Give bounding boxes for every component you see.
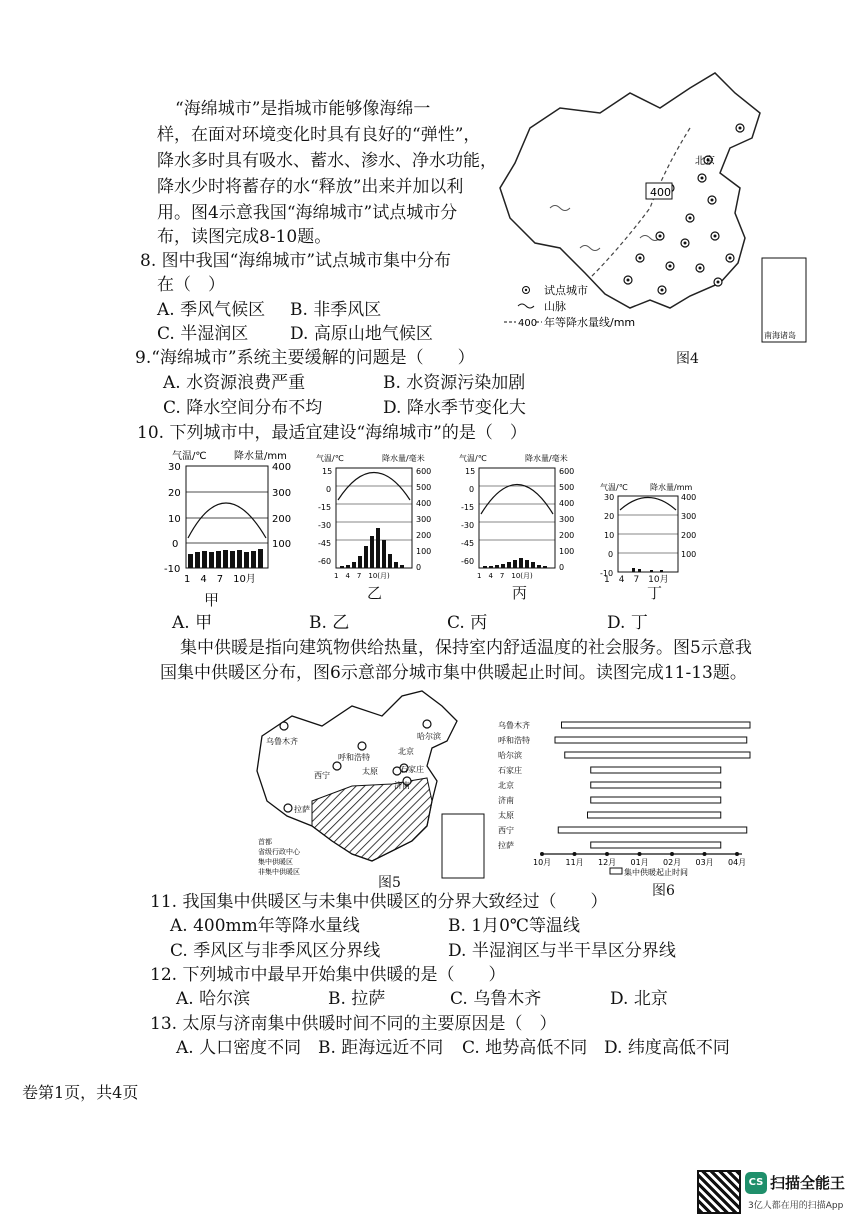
intro1-line3: 降水多时具有吸水、蓄水、渗水、净水功能， — [157, 151, 497, 171]
map5-city-lhasa: 拉萨 — [294, 805, 310, 814]
chart6-bar — [591, 842, 721, 848]
chart6-tick-mark — [540, 852, 544, 856]
ding-tick-l3: 0 — [608, 550, 614, 559]
chart6-month-label: 02月 — [663, 858, 682, 867]
chart6-city-label: 西宁 — [498, 826, 514, 835]
chart6-city-label: 乌鲁木齐 — [498, 721, 530, 730]
bing-tick-r5: 100 — [559, 547, 575, 556]
jia-precip-bars — [188, 549, 263, 568]
map5-inset — [442, 814, 484, 878]
jia-months: 1 4 7 10月 — [184, 574, 256, 585]
map5-city-harbin: 哈尔滨 — [417, 732, 441, 741]
bing-tick-r1: 500 — [559, 483, 575, 492]
ding-months: 1 4 7 10月 — [604, 575, 669, 585]
intro1-line2: 样，在面对环境变化时具有良好的“弹性”， — [157, 125, 481, 145]
map5-city-hohhot: 呼和浩特 — [338, 753, 370, 762]
ding-tick-r1: 300 — [681, 512, 697, 521]
chart6-city-label: 呼和浩特 — [498, 736, 530, 745]
chart6-month-label: 01月 — [630, 858, 649, 867]
map5-legend-capital: 首都 — [258, 838, 272, 846]
china-outline — [500, 73, 760, 308]
q8-stem-cont: 在（ ） — [157, 275, 225, 295]
bing-tick-l1: 0 — [469, 485, 475, 494]
climate-chart-ding — [598, 480, 708, 580]
q13-option-b: B. 距海远近不同 — [318, 1038, 444, 1058]
climate-chart-yi — [312, 450, 442, 580]
chart6-tick-mark — [703, 852, 707, 856]
yi-tick-l5: -60 — [318, 557, 332, 566]
yi-tick-r4: 200 — [416, 531, 432, 540]
map5-legend-heating: 集中供暖区 — [258, 858, 293, 866]
nanhai-inset — [762, 258, 806, 342]
yi-precip-label: 降水量/毫米 — [382, 454, 425, 463]
q12-stem: 12. 下列城市中最早开始集中供暖的是（ ） — [150, 965, 506, 985]
ding-tick-r3: 100 — [681, 550, 697, 559]
chart6-tick-mark — [735, 852, 739, 856]
chart6-tick-mark — [670, 852, 674, 856]
map4-legend-line-val: 400 — [518, 318, 538, 329]
map5-city-jinan: 济南 — [394, 781, 410, 790]
mountain-ranges — [550, 206, 660, 251]
q11-option-d: D. 半湿润区与半干旱区分界线 — [448, 941, 676, 961]
yi-months: 1 4 7 10(月) — [334, 572, 390, 580]
q12-option-d: D. 北京 — [610, 989, 668, 1009]
map5-city-shijiazhuang: 石家庄 — [400, 765, 424, 774]
yi-precip-bars — [340, 528, 404, 568]
intro1-line5: 用。图4示意我国“海绵城市”试点城市分 — [157, 203, 458, 223]
yi-tick-r2: 400 — [416, 499, 432, 508]
q11-option-c: C. 季风区与非季风区分界线 — [170, 941, 381, 961]
intro2-line1: 集中供暖是指向建筑物供给热量，保持室内舒适温度的社会服务。图5示意我 — [180, 638, 752, 658]
chart6-bar — [588, 812, 721, 818]
chart6-month-label: 10月 — [533, 858, 552, 867]
bing-precip-bars — [483, 558, 547, 568]
chart6-tick-mark — [573, 852, 577, 856]
chart6-legend-label: 集中供暖起止时间 — [624, 868, 688, 877]
qr-code — [697, 1170, 741, 1214]
chart6-city-label: 石家庄 — [498, 766, 522, 775]
q10-option-b: B. 乙 — [309, 613, 350, 633]
q9-option-d: D. 降水季节变化大 — [383, 398, 526, 418]
intro1-line4: 降水少时将蓄存的水“释放”出来并加以利 — [157, 177, 464, 197]
yi-tick-l0: 15 — [322, 467, 333, 476]
jia-tick-r3: 100 — [272, 539, 292, 550]
bing-tick-l5: -60 — [461, 557, 475, 566]
q10-option-d: D. 丁 — [607, 613, 648, 633]
q9-stem: 9.“海绵城市”系统主要缓解的问题是（ ） — [135, 348, 475, 368]
bing-months: 1 4 7 10(月) — [477, 572, 533, 580]
chart6-month-label: 04月 — [728, 858, 747, 867]
bing-tick-l2: -15 — [461, 503, 475, 512]
map5-legend-nonheating: 非集中供暖区 — [258, 868, 300, 876]
camscanner-logo: CS — [745, 1172, 767, 1194]
q11-option-a: A. 400mm年等降水量线 — [170, 916, 360, 936]
q8-option-b: B. 非季风区 — [290, 300, 382, 320]
watermark-sub: 3亿人都在用的扫描App — [748, 1201, 844, 1211]
bing-precip-label: 降水量/毫米 — [525, 454, 568, 463]
chart6-city-label: 北京 — [498, 781, 514, 790]
yi-tick-r1: 500 — [416, 483, 432, 492]
map5-city-taiyuan: 太原 — [362, 767, 378, 776]
map4-legend-city: 试点城市 — [544, 284, 588, 297]
jia-tick-l4: -10 — [164, 564, 181, 575]
intro1-line1: “海绵城市”是指城市能够像海绵一 — [175, 99, 431, 119]
jia-temp-label: 气温/℃ — [172, 451, 207, 462]
q11-stem: 11. 我国集中供暖区与未集中供暖区的分界大致经过（ ） — [150, 892, 608, 912]
bing-tick-r2: 400 — [559, 499, 575, 508]
map4-400-label: 400 — [650, 186, 671, 199]
yi-tick-r0: 600 — [416, 467, 432, 476]
yi-tick-l1: 0 — [326, 485, 332, 494]
q9-option-a: A. 水资源浪费严重 — [163, 373, 306, 393]
ding-tick-r0: 400 — [681, 493, 697, 502]
chart6-bar — [591, 797, 721, 803]
ding-temp-label: 气温/℃ — [600, 483, 628, 492]
map5-city-xining: 西宁 — [314, 771, 330, 780]
non-heating-zone — [312, 778, 432, 861]
yi-temp-label: 气温/℃ — [316, 454, 344, 463]
climate-chart-jia — [160, 448, 300, 598]
climate-label-jia: 甲 — [204, 591, 220, 609]
figure-6-caption: 图6 — [652, 883, 675, 899]
chart6-legend-swatch — [610, 868, 622, 874]
map5-city-urumqi: 乌鲁木齐 — [266, 737, 298, 746]
bing-tick-l4: -45 — [461, 539, 475, 548]
yi-tick-r6: 0 — [416, 563, 422, 572]
intro1-line6: 布，读图完成8-10题。 — [157, 227, 332, 247]
q9-option-b: B. 水资源污染加剧 — [383, 373, 526, 393]
q8-option-a: A. 季风气候区 — [157, 300, 266, 320]
ding-tick-l2: 10 — [604, 531, 615, 540]
q12-option-c: C. 乌鲁木齐 — [450, 989, 542, 1009]
map5-city-beijing: 北京 — [398, 747, 414, 756]
q9-option-c: C. 降水空间分布不均 — [163, 398, 323, 418]
map5-legend-province: 省级行政中心 — [258, 848, 300, 856]
chart6-city-label: 太原 — [498, 811, 514, 820]
bing-temp-label: 气温/℃ — [459, 454, 487, 463]
figure-4-caption: 图4 — [676, 351, 699, 367]
q12-option-b: B. 拉萨 — [328, 989, 386, 1009]
pilot-cities — [624, 124, 744, 294]
bing-tick-l3: -30 — [461, 521, 475, 530]
q13-stem: 13. 太原与济南集中供暖时间不同的主要原因是（ ） — [150, 1014, 557, 1034]
q10-option-a: A. 甲 — [172, 613, 213, 633]
chart-figure-6 — [498, 712, 768, 880]
q13-option-d: D. 纬度高低不同 — [604, 1038, 730, 1058]
chart6-month-label: 11月 — [565, 858, 584, 867]
chart6-city-label: 济南 — [498, 796, 514, 805]
bing-tick-l0: 15 — [465, 467, 476, 476]
bing-tick-r0: 600 — [559, 467, 575, 476]
ding-precip-label: 降水量/mm — [650, 483, 693, 492]
q12-option-a: A. 哈尔滨 — [176, 989, 251, 1009]
chart6-bar — [591, 782, 721, 788]
yi-tick-r5: 100 — [416, 547, 432, 556]
figure-5-caption: 图5 — [378, 875, 401, 891]
jia-tick-l3: 0 — [172, 539, 179, 550]
jia-tick-l2: 10 — [168, 514, 181, 525]
yi-tick-l3: -30 — [318, 521, 332, 530]
ding-tick-l4: -10 — [600, 569, 614, 578]
bing-temp-curve — [481, 485, 553, 515]
q8-option-d: D. 高原山地气候区 — [290, 324, 433, 344]
chart6-bar — [555, 737, 747, 743]
q13-option-c: C. 地势高低不同 — [462, 1038, 588, 1058]
q10-stem: 10. 下列城市中，最适宜建设“海绵城市”的是（ ） — [137, 423, 527, 443]
map4-beijing-label: 北京 — [695, 156, 715, 167]
chart6-bar — [562, 722, 751, 728]
chart6-tick-mark — [638, 852, 642, 856]
intro2-line2: 国集中供暖区分布，图6示意部分城市集中供暖起止时间。读图完成11-13题。 — [160, 663, 747, 683]
chart6-bar — [558, 827, 747, 833]
ding-tick-r2: 200 — [681, 531, 697, 540]
q10-option-c: C. 丙 — [447, 613, 488, 633]
jia-tick-l1: 20 — [168, 488, 181, 499]
q11-option-b: B. 1月0℃等温线 — [448, 916, 580, 936]
climate-label-bing: 丙 — [512, 584, 528, 602]
chart6-city-label: 拉萨 — [498, 841, 514, 850]
map-figure-4 — [490, 68, 810, 348]
jia-temp-curve — [188, 503, 266, 538]
q8-option-c: C. 半湿润区 — [157, 324, 249, 344]
chart6-tick-mark — [605, 852, 609, 856]
jia-tick-r1: 300 — [272, 488, 292, 499]
chart6-month-label: 03月 — [695, 858, 714, 867]
chart6-city-label: 哈尔滨 — [498, 751, 522, 760]
bing-tick-r3: 300 — [559, 515, 575, 524]
climate-chart-bing — [455, 450, 585, 580]
yi-tick-r3: 300 — [416, 515, 432, 524]
yi-tick-l4: -45 — [318, 539, 332, 548]
chart6-month-label: 12月 — [598, 858, 617, 867]
map4-legend-line: 年等降水量线/mm — [544, 316, 636, 329]
yi-tick-l2: -15 — [318, 503, 332, 512]
climate-label-yi: 乙 — [367, 584, 383, 602]
bing-tick-r4: 200 — [559, 531, 575, 540]
ding-temp-curve — [620, 498, 676, 511]
jia-tick-r2: 200 — [272, 514, 292, 525]
jia-precip-label: 降水量/mm — [234, 451, 287, 462]
map-figure-5 — [252, 686, 492, 886]
page-footer: 卷第1页，共4页 — [22, 1083, 139, 1102]
jia-tick-l0: 30 — [168, 462, 181, 473]
watermark-brand: 扫描全能王 — [770, 1174, 846, 1192]
chart6-bar — [591, 767, 721, 773]
q8-stem: 8. 图中我国“海绵城市”试点城市集中分布 — [140, 251, 452, 271]
climate-label-ding: 丁 — [647, 584, 663, 602]
ding-tick-l1: 20 — [604, 512, 615, 521]
jia-tick-r0: 400 — [272, 462, 292, 473]
map4-legend-mountain: 山脉 — [544, 300, 566, 313]
map4-inset-label: 南海诸岛 — [764, 331, 796, 340]
bing-tick-r6: 0 — [559, 563, 565, 572]
chart6-bar — [565, 752, 750, 758]
q13-option-a: A. 人口密度不同 — [176, 1038, 302, 1058]
ding-tick-l0: 30 — [604, 493, 615, 502]
